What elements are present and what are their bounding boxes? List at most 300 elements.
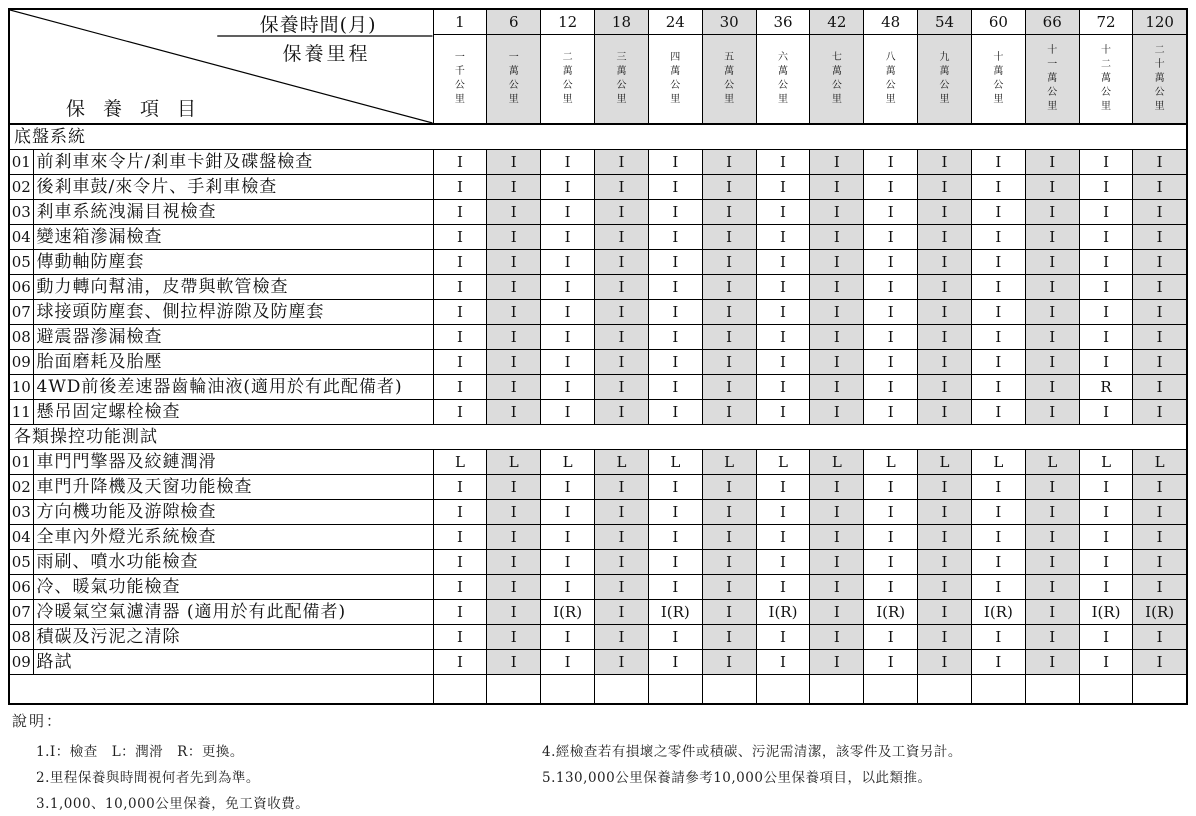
- item-number: 03: [9, 200, 33, 225]
- item-name: 冷暖氣空氣濾清器 (適用於有此配備者): [33, 600, 433, 625]
- section-title: 各類操控功能測試: [9, 425, 1187, 450]
- item-number: 01: [9, 150, 33, 175]
- schedule-cell: I: [541, 625, 595, 650]
- schedule-cell: I: [433, 175, 487, 200]
- item-name: 雨刷、噴水功能檢查: [33, 550, 433, 575]
- item-number: 03: [9, 500, 33, 525]
- item-name: 車門升降機及天窗功能檢查: [33, 475, 433, 500]
- schedule-cell: I: [756, 650, 810, 675]
- km-header-label: 三萬公里: [616, 52, 627, 105]
- schedule-cell: I: [648, 500, 702, 525]
- schedule-cell: I: [864, 575, 918, 600]
- schedule-cell: I: [702, 650, 756, 675]
- schedule-cell: I(R): [756, 600, 810, 625]
- blank-cell: [9, 675, 433, 705]
- schedule-cell: I: [433, 300, 487, 325]
- month-header-cell: 6: [487, 9, 541, 35]
- km-header-cell: [1133, 35, 1187, 125]
- blank-cell: [864, 675, 918, 705]
- schedule-cell: I: [595, 400, 649, 425]
- km-header-cell: [1025, 35, 1079, 125]
- blank-cell: [541, 675, 595, 705]
- schedule-cell: I: [433, 325, 487, 350]
- schedule-cell: I: [487, 300, 541, 325]
- km-header-cell: [487, 35, 541, 125]
- blank-cell: [702, 675, 756, 705]
- item-name: 傳動軸防塵套: [33, 250, 433, 275]
- schedule-cell: I: [918, 625, 972, 650]
- schedule-cell: I: [487, 400, 541, 425]
- diagonal-header-cell: [9, 9, 433, 124]
- schedule-cell: I: [864, 225, 918, 250]
- schedule-cell: I: [918, 375, 972, 400]
- schedule-cell: I: [433, 150, 487, 175]
- item-number: 01: [9, 450, 33, 475]
- table-row: [9, 175, 1187, 200]
- schedule-cell: I: [648, 625, 702, 650]
- blank-cell: [756, 675, 810, 705]
- km-header-cell: [864, 35, 918, 125]
- schedule-cell: I: [1133, 475, 1187, 500]
- schedule-cell: I: [756, 350, 810, 375]
- schedule-cell: I: [541, 400, 595, 425]
- schedule-cell: I: [810, 400, 864, 425]
- month-header-cell: 66: [1025, 9, 1079, 35]
- schedule-cell: L: [487, 450, 541, 475]
- item-name: 前剎車來令片/剎車卡鉗及碟盤檢查: [33, 150, 433, 175]
- item-number: 09: [9, 650, 33, 675]
- schedule-cell: I: [487, 175, 541, 200]
- schedule-cell: I: [918, 525, 972, 550]
- schedule-cell: I: [648, 475, 702, 500]
- schedule-cell: I: [1025, 400, 1079, 425]
- schedule-cell: L: [810, 450, 864, 475]
- item-number: 06: [9, 275, 33, 300]
- schedule-cell: I: [433, 225, 487, 250]
- note-3: 3.1,000、10,000公里保養，免工資收費。: [36, 796, 310, 812]
- schedule-cell: I: [648, 175, 702, 200]
- schedule-cell: I: [918, 350, 972, 375]
- schedule-cell: I: [595, 200, 649, 225]
- schedule-cell: I: [971, 625, 1025, 650]
- schedule-cell: I: [971, 550, 1025, 575]
- schedule-cell: I: [433, 250, 487, 275]
- schedule-cell: L: [648, 450, 702, 475]
- schedule-cell: I: [433, 600, 487, 625]
- schedule-cell: I(R): [971, 600, 1025, 625]
- schedule-cell: I: [1079, 575, 1133, 600]
- schedule-cell: I: [918, 150, 972, 175]
- schedule-cell: I: [702, 150, 756, 175]
- schedule-cell: I: [918, 500, 972, 525]
- schedule-cell: I: [864, 650, 918, 675]
- schedule-cell: I: [541, 475, 595, 500]
- schedule-cell: I: [1025, 150, 1079, 175]
- schedule-cell: I: [433, 275, 487, 300]
- schedule-cell: I: [918, 225, 972, 250]
- schedule-cell: I: [433, 525, 487, 550]
- schedule-cell: I: [756, 550, 810, 575]
- schedule-cell: I: [541, 350, 595, 375]
- schedule-cell: I: [971, 350, 1025, 375]
- schedule-cell: I: [433, 350, 487, 375]
- km-label: 保養里程: [282, 43, 371, 65]
- schedule-cell: I: [864, 625, 918, 650]
- schedule-cell: I: [487, 500, 541, 525]
- schedule-cell: I: [810, 375, 864, 400]
- schedule-cell: L: [1133, 450, 1187, 475]
- schedule-cell: I: [971, 150, 1025, 175]
- note-4: 4.經檢查若有損壞之零件或積碳、污泥需清潔，該零件及工資另計。: [542, 744, 962, 760]
- schedule-cell: I: [648, 250, 702, 275]
- schedule-cell: I: [1133, 200, 1187, 225]
- schedule-cell: I: [1025, 475, 1079, 500]
- item-number: 04: [9, 225, 33, 250]
- month-header-cell: 18: [595, 9, 649, 35]
- schedule-cell: I: [487, 200, 541, 225]
- schedule-cell: I: [702, 475, 756, 500]
- schedule-cell: I: [971, 225, 1025, 250]
- schedule-cell: I: [864, 150, 918, 175]
- item-number: 05: [9, 250, 33, 275]
- schedule-cell: I: [487, 625, 541, 650]
- schedule-cell: I(R): [864, 600, 918, 625]
- schedule-cell: I: [1025, 575, 1079, 600]
- schedule-cell: I: [541, 200, 595, 225]
- notes-title: 說明：: [12, 712, 64, 730]
- item-number: 05: [9, 550, 33, 575]
- schedule-cell: I: [648, 575, 702, 600]
- schedule-cell: I: [702, 350, 756, 375]
- table-row: [9, 525, 1187, 550]
- item-name: 4WD前後差速器齒輪油液(適用於有此配備者): [33, 375, 433, 400]
- schedule-cell: I: [971, 575, 1025, 600]
- schedule-cell: L: [433, 450, 487, 475]
- schedule-cell: I: [702, 400, 756, 425]
- schedule-cell: I: [864, 325, 918, 350]
- schedule-cell: L: [541, 450, 595, 475]
- schedule-cell: I: [595, 275, 649, 300]
- schedule-cell: I: [702, 175, 756, 200]
- schedule-cell: I: [702, 275, 756, 300]
- schedule-cell: I: [971, 525, 1025, 550]
- schedule-cell: I: [648, 150, 702, 175]
- schedule-cell: I: [864, 350, 918, 375]
- schedule-cell: I: [918, 550, 972, 575]
- blank-cell: [648, 675, 702, 705]
- schedule-cell: I: [648, 550, 702, 575]
- blank-cell: [810, 675, 864, 705]
- month-header-cell: 60: [971, 9, 1025, 35]
- blank-row: [9, 675, 1187, 705]
- schedule-cell: I: [1025, 350, 1079, 375]
- table-row: [9, 375, 1187, 400]
- note-1: 1.I：檢查 L：潤滑 R：更換。: [36, 744, 244, 760]
- item-name: 方向機功能及游隙檢查: [33, 500, 433, 525]
- schedule-cell: I: [433, 550, 487, 575]
- schedule-cell: I: [487, 550, 541, 575]
- item-name: 避震器滲漏檢查: [33, 325, 433, 350]
- schedule-cell: I: [648, 200, 702, 225]
- schedule-cell: I: [433, 650, 487, 675]
- schedule-cell: I: [864, 375, 918, 400]
- schedule-cell: I: [487, 600, 541, 625]
- schedule-cell: I: [702, 550, 756, 575]
- schedule-cell: I: [810, 325, 864, 350]
- schedule-cell: I: [1133, 525, 1187, 550]
- section-header-row: [9, 425, 1187, 450]
- km-header-label: 十萬公里: [993, 52, 1004, 105]
- schedule-cell: I: [810, 625, 864, 650]
- schedule-cell: I: [702, 575, 756, 600]
- note-2: 2.里程保養與時間視何者先到為準。: [36, 770, 260, 786]
- schedule-cell: I: [595, 550, 649, 575]
- schedule-cell: I: [595, 650, 649, 675]
- table-row: [9, 650, 1187, 675]
- schedule-cell: I: [648, 325, 702, 350]
- schedule-cell: I: [1079, 400, 1133, 425]
- schedule-cell: I: [541, 175, 595, 200]
- schedule-cell: I: [1025, 200, 1079, 225]
- schedule-cell: I: [487, 525, 541, 550]
- schedule-cell: I: [810, 650, 864, 675]
- schedule-cell: I: [1133, 300, 1187, 325]
- km-header-label: 五萬公里: [724, 52, 735, 105]
- schedule-cell: I: [864, 275, 918, 300]
- schedule-cell: I: [971, 475, 1025, 500]
- item-name: 剎車系統洩漏目視檢查: [33, 200, 433, 225]
- schedule-cell: I: [595, 600, 649, 625]
- maintenance-table: [8, 8, 1188, 705]
- km-header-cell: [1079, 35, 1133, 125]
- item-name: 懸吊固定螺栓檢查: [33, 400, 433, 425]
- item-name: 後剎車鼓/來令片、手剎車檢查: [33, 175, 433, 200]
- table-row: [9, 350, 1187, 375]
- schedule-cell: I: [702, 300, 756, 325]
- schedule-cell: I: [756, 150, 810, 175]
- schedule-cell: I: [541, 500, 595, 525]
- schedule-cell: I: [595, 300, 649, 325]
- month-header-cell: 72: [1079, 9, 1133, 35]
- schedule-cell: I: [864, 250, 918, 275]
- schedule-cell: I: [433, 200, 487, 225]
- schedule-cell: I(R): [1079, 600, 1133, 625]
- schedule-cell: I: [1079, 275, 1133, 300]
- schedule-cell: I: [918, 300, 972, 325]
- schedule-cell: I: [864, 525, 918, 550]
- month-header-cell: 48: [864, 9, 918, 35]
- km-header-label: 八萬公里: [885, 52, 896, 105]
- note-5: 5.130,000公里保養請參考10,000公里保養項目，以此類推。: [542, 770, 932, 786]
- schedule-cell: I: [864, 300, 918, 325]
- km-header-cell: [918, 35, 972, 125]
- schedule-cell: I: [648, 525, 702, 550]
- schedule-cell: I: [971, 400, 1025, 425]
- schedule-cell: L: [971, 450, 1025, 475]
- schedule-cell: I: [487, 350, 541, 375]
- km-header-label: 十二萬公里: [1101, 45, 1112, 112]
- schedule-cell: I: [810, 250, 864, 275]
- item-number: 08: [9, 625, 33, 650]
- schedule-cell: I: [810, 575, 864, 600]
- schedule-cell: I: [1133, 650, 1187, 675]
- schedule-cell: I: [702, 375, 756, 400]
- km-header-cell: [541, 35, 595, 125]
- schedule-cell: I: [1079, 500, 1133, 525]
- schedule-cell: I: [702, 250, 756, 275]
- schedule-cell: I: [595, 625, 649, 650]
- header-row-months: [9, 9, 1187, 35]
- schedule-cell: I: [918, 650, 972, 675]
- schedule-cell: I: [756, 300, 810, 325]
- schedule-cell: I: [971, 375, 1025, 400]
- schedule-cell: I: [541, 525, 595, 550]
- schedule-cell: I: [756, 275, 810, 300]
- month-header-cell: 12: [541, 9, 595, 35]
- schedule-cell: I: [541, 650, 595, 675]
- km-header-label: 一千公里: [454, 52, 465, 105]
- schedule-cell: I: [702, 525, 756, 550]
- schedule-cell: I: [433, 625, 487, 650]
- item-name: 全車內外燈光系統檢查: [33, 525, 433, 550]
- schedule-cell: I: [648, 350, 702, 375]
- schedule-cell: L: [595, 450, 649, 475]
- schedule-cell: I: [756, 400, 810, 425]
- schedule-cell: I: [595, 225, 649, 250]
- table-row: [9, 550, 1187, 575]
- schedule-cell: I: [648, 225, 702, 250]
- schedule-cell: I: [1025, 375, 1079, 400]
- km-header-cell: [971, 35, 1025, 125]
- schedule-cell: I: [433, 500, 487, 525]
- schedule-cell: I: [1133, 625, 1187, 650]
- month-header-cell: 36: [756, 9, 810, 35]
- schedule-cell: I: [918, 475, 972, 500]
- schedule-cell: I: [487, 325, 541, 350]
- schedule-cell: I: [1133, 325, 1187, 350]
- schedule-cell: I: [541, 300, 595, 325]
- schedule-cell: I: [864, 200, 918, 225]
- schedule-cell: I: [918, 575, 972, 600]
- schedule-cell: I: [541, 550, 595, 575]
- schedule-cell: I: [487, 575, 541, 600]
- schedule-cell: I: [756, 500, 810, 525]
- km-header-cell: [810, 35, 864, 125]
- schedule-cell: I: [595, 175, 649, 200]
- item-number: 08: [9, 325, 33, 350]
- schedule-cell: I: [487, 225, 541, 250]
- schedule-cell: R: [1079, 375, 1133, 400]
- schedule-cell: I: [810, 175, 864, 200]
- schedule-cell: I: [1025, 325, 1079, 350]
- schedule-cell: I: [595, 150, 649, 175]
- schedule-cell: L: [1079, 450, 1133, 475]
- table-row: [9, 600, 1187, 625]
- schedule-cell: I: [810, 600, 864, 625]
- schedule-cell: I: [702, 325, 756, 350]
- schedule-cell: I: [1079, 175, 1133, 200]
- table-row: [9, 450, 1187, 475]
- table-row: [9, 150, 1187, 175]
- schedule-cell: I: [541, 575, 595, 600]
- schedule-cell: I: [918, 200, 972, 225]
- schedule-cell: I: [971, 300, 1025, 325]
- schedule-cell: I: [756, 200, 810, 225]
- schedule-cell: I: [1025, 250, 1079, 275]
- km-header-label: 十一萬公里: [1047, 45, 1058, 112]
- schedule-cell: I: [1133, 375, 1187, 400]
- item-number: 02: [9, 175, 33, 200]
- schedule-cell: I: [1133, 225, 1187, 250]
- month-header-cell: 24: [648, 9, 702, 35]
- schedule-cell: I: [918, 325, 972, 350]
- item-name: 冷、暖氣功能檢查: [33, 575, 433, 600]
- schedule-cell: I: [595, 375, 649, 400]
- schedule-cell: I: [971, 325, 1025, 350]
- item-number: 07: [9, 300, 33, 325]
- schedule-cell: I: [1025, 175, 1079, 200]
- schedule-cell: I: [1025, 500, 1079, 525]
- schedule-cell: L: [1025, 450, 1079, 475]
- schedule-cell: I: [810, 475, 864, 500]
- schedule-cell: I: [810, 150, 864, 175]
- schedule-cell: I: [1079, 225, 1133, 250]
- schedule-cell: I: [595, 525, 649, 550]
- km-header-cell: [702, 35, 756, 125]
- schedule-cell: I: [918, 600, 972, 625]
- blank-cell: [1079, 675, 1133, 705]
- item-number: 07: [9, 600, 33, 625]
- schedule-cell: I: [1025, 225, 1079, 250]
- month-header-cell: 30: [702, 9, 756, 35]
- schedule-cell: I(R): [1133, 600, 1187, 625]
- schedule-cell: I: [595, 500, 649, 525]
- schedule-cell: I: [756, 225, 810, 250]
- km-header-label: 二十萬公里: [1154, 45, 1165, 112]
- table-row: [9, 250, 1187, 275]
- item-name: 積碳及污泥之清除: [33, 625, 433, 650]
- item-name: 球接頭防塵套、側拉桿游隙及防塵套: [33, 300, 433, 325]
- item-name: 車門門擎器及絞鏈潤滑: [33, 450, 433, 475]
- schedule-cell: I: [648, 375, 702, 400]
- time-label: 保養時間(月): [259, 14, 377, 36]
- schedule-cell: I: [810, 225, 864, 250]
- km-header-label: 六萬公里: [777, 52, 788, 105]
- schedule-cell: I: [1025, 625, 1079, 650]
- schedule-cell: I: [541, 150, 595, 175]
- schedule-cell: I: [1133, 575, 1187, 600]
- schedule-cell: I: [756, 175, 810, 200]
- schedule-cell: I: [918, 275, 972, 300]
- schedule-cell: I: [648, 650, 702, 675]
- blank-cell: [433, 675, 487, 705]
- schedule-cell: I: [541, 250, 595, 275]
- schedule-cell: I: [1133, 150, 1187, 175]
- km-header-label: 九萬公里: [939, 52, 950, 105]
- item-number: 10: [9, 375, 33, 400]
- schedule-cell: I: [702, 500, 756, 525]
- schedule-cell: I: [810, 300, 864, 325]
- schedule-cell: I: [595, 575, 649, 600]
- table-row: [9, 400, 1187, 425]
- table-row: [9, 225, 1187, 250]
- schedule-cell: I: [1079, 525, 1133, 550]
- schedule-cell: I: [433, 375, 487, 400]
- blank-cell: [1133, 675, 1187, 705]
- schedule-cell: I: [810, 525, 864, 550]
- blank-cell: [487, 675, 541, 705]
- section-title: 底盤系統: [9, 124, 1187, 150]
